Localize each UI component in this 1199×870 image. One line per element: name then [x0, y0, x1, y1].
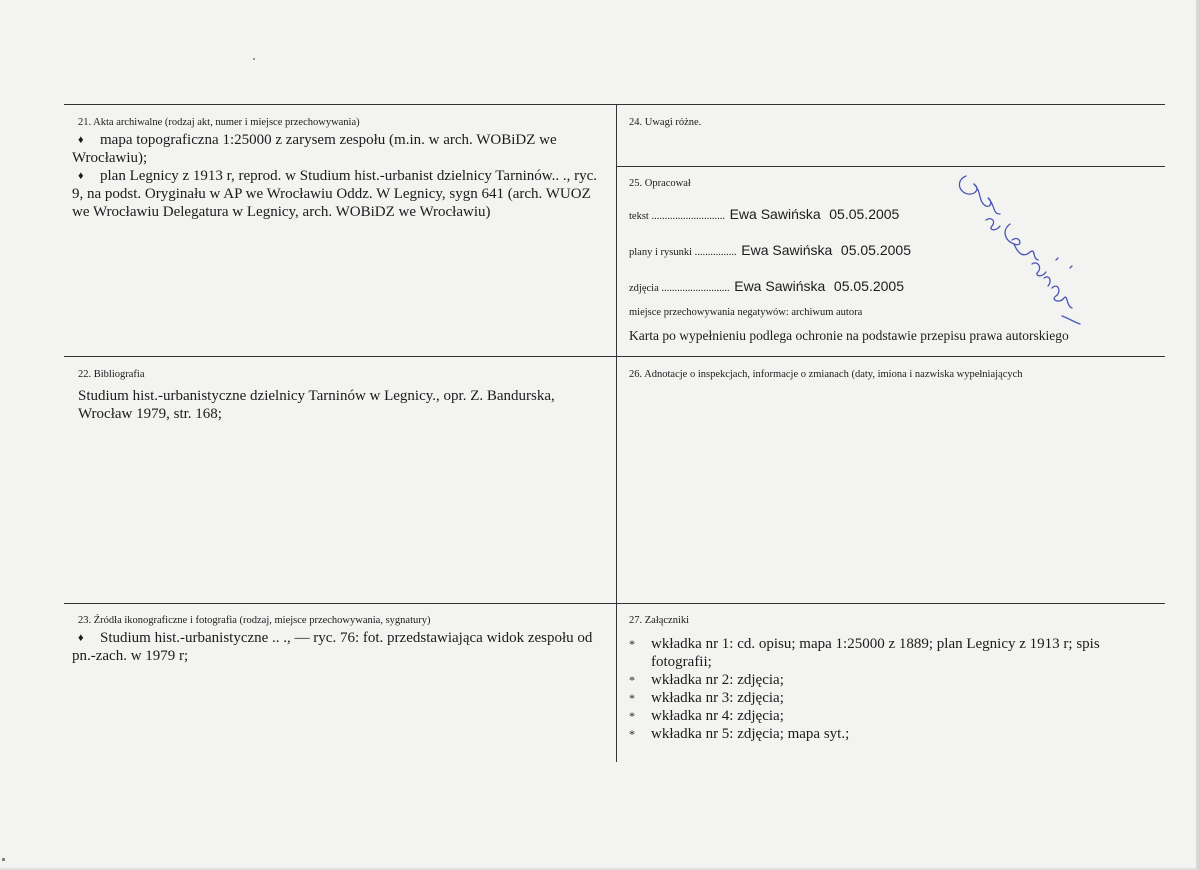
list-item-text: plan Legnicy z 1913 r, reprod. w Studium hist.-urbanist dzielnicy Tarninów.. ., ryc. 9, na podst. Oryginału w AP we Wrocławiu Oddz. W Legnicy, sygn 641 (arch. WUOZ we Wrocławiu Delegatura w Legnicy, arch. WOBiDZ we Wrocławiu)	[72, 168, 597, 220]
scan-speck	[2, 858, 5, 861]
section-23-label: 23. Źródła ikonograficzne i fotografia (rodzaj, miejsce przechowywania, sygnatury)	[78, 615, 431, 626]
author-date: 05.05.2005	[840, 242, 911, 258]
asterisk-icon: *	[629, 691, 635, 705]
section-22	[78, 368, 598, 423]
list-item	[629, 689, 1149, 707]
column-divider	[616, 104, 617, 762]
section-25-label: 25. Opracował	[629, 178, 691, 189]
author-name: Ewa Sawińska	[729, 206, 821, 222]
section-21-list	[72, 131, 608, 221]
list-item	[72, 629, 608, 665]
author-row-text	[629, 206, 899, 222]
author-row-photos	[629, 278, 904, 294]
signature	[952, 168, 1092, 333]
signature-drawing	[952, 168, 1092, 328]
list-item-text: wkładka nr 2: zdjęcia;	[651, 672, 784, 688]
scan-speck	[253, 58, 255, 60]
row-label: tekst ............................	[629, 211, 725, 222]
author-date: 05.05.2005	[829, 206, 900, 222]
asterisk-icon: *	[629, 709, 635, 723]
section-21	[72, 116, 608, 221]
list-item	[629, 707, 1149, 725]
section-27	[629, 614, 1149, 743]
list-item-text: Studium hist.-urbanistyczne .. ., — ryc. 76: fot. przedstawiająca widok zespołu od pn.-zach. w 1979 r;	[72, 630, 593, 664]
bullet-icon: ♦	[78, 632, 84, 644]
rule-middle-1	[64, 356, 1165, 357]
list-item-text: wkładka nr 5: zdjęcia; mapa syt.;	[651, 726, 850, 742]
section-22-label: 22. Bibliografia	[78, 369, 145, 380]
rule-top	[64, 104, 1165, 105]
list-item	[629, 635, 1149, 671]
list-item	[72, 131, 608, 167]
asterisk-icon: *	[629, 727, 635, 741]
section-23-list	[72, 629, 608, 665]
bibliography-text: Studium hist.-urbanistyczne dzielnicy Tarninów w Legnicy., opr. Z. Bandurska, Wrocław 1979, str. 168;	[78, 388, 555, 422]
rule-24-25	[616, 166, 1165, 167]
list-item	[629, 725, 1149, 743]
author-name: Ewa Sawińska	[734, 278, 826, 294]
section-21-label: 21. Akta archiwalne (rodzaj akt, numer i miejsce przechowywania)	[78, 117, 360, 128]
list-item-text: wkładka nr 3: zdjęcia;	[651, 690, 784, 706]
bullet-icon: ♦	[78, 134, 84, 146]
copyright-note: Karta po wypełnieniu podlega ochronie na podstawie przepisu prawa autorskiego	[629, 328, 1069, 343]
section-26-label: 26. Adnotacje o inspekcjach, informacje o zmianach (daty, imiona i nazwiska wypełniających	[629, 369, 1023, 380]
section-27-label: 27. Załączniki	[629, 615, 690, 626]
rule-middle-2	[64, 603, 1165, 604]
list-item	[72, 167, 608, 221]
row-label: plany i rysunki ................	[629, 247, 737, 258]
list-item	[629, 671, 1149, 689]
section-24-label: 24. Uwagi różne.	[629, 117, 702, 128]
asterisk-icon: *	[629, 637, 635, 651]
list-item-text: mapa topograficzna 1:25000 z zarysem zespołu (m.in. w arch. WOBiDZ we Wrocławiu);	[72, 132, 557, 166]
asterisk-icon: *	[629, 673, 635, 687]
row-label: zdjęcia ..........................	[629, 283, 730, 294]
author-row-plans	[629, 242, 911, 258]
author-name: Ewa Sawińska	[741, 242, 833, 258]
list-item-text: wkładka nr 1: cd. opisu; mapa 1:25000 z 1889; plan Legnicy z 1913 r; spis fotografii;	[651, 636, 1100, 670]
author-date: 05.05.2005	[833, 278, 904, 294]
bullet-icon: ♦	[78, 170, 84, 182]
section-27-list	[629, 635, 1149, 743]
section-23	[72, 614, 608, 665]
negatives-location: miejsce przechowywania negatywów: archiwum autora	[629, 307, 863, 318]
list-item-text: wkładka nr 4: zdjęcia;	[651, 708, 784, 724]
